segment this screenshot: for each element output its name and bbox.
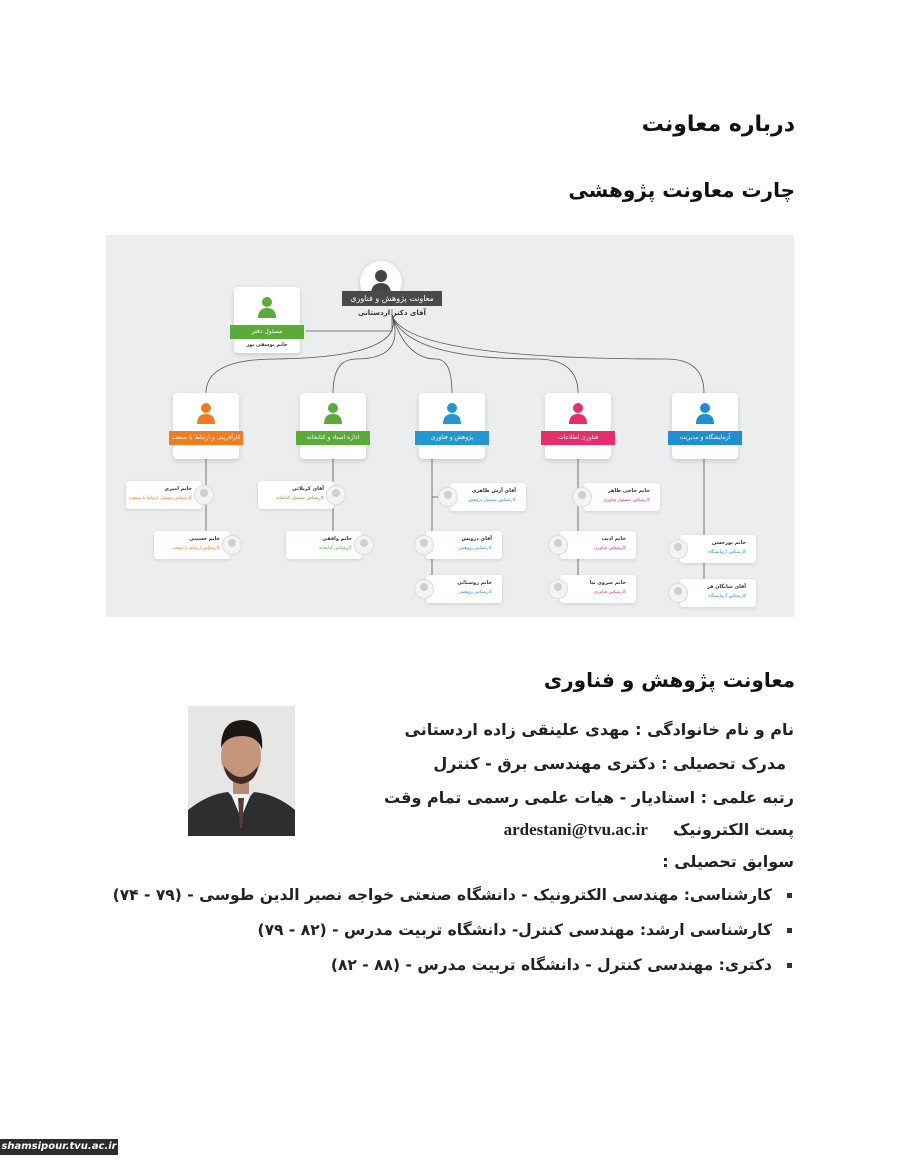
staff-card <box>680 579 756 607</box>
user-icon <box>696 402 714 424</box>
page-title: درباره معاونت <box>641 112 795 137</box>
staff-card <box>560 531 636 559</box>
avatar <box>548 535 568 555</box>
user-icon <box>569 402 587 424</box>
staff-name: خانم حسینی <box>189 536 220 542</box>
email-address[interactable]: ardestani@tvu.ac.ir <box>503 820 648 839</box>
head-title: معاونت پژوهش و فناوری <box>342 291 442 306</box>
profile-name: نام و نام خانوادگی : مهدی علینقی زاده اردستانی <box>404 720 794 739</box>
staff-name: خانم ادیب <box>601 536 626 542</box>
avatar <box>668 539 688 559</box>
unit-title: پژوهش و فناوری <box>415 431 489 445</box>
user-icon <box>324 402 342 424</box>
staff-role: کارشناس مسئول فناوری <box>603 498 650 503</box>
profile-photo <box>188 706 295 836</box>
site-footer-link[interactable]: shamsipour.tvu.ac.ir <box>0 1139 118 1155</box>
staff-card <box>154 531 230 559</box>
unit-title: فناوری اطلاعات <box>541 431 615 445</box>
unit-card-lab <box>672 393 738 459</box>
avatar <box>194 485 214 505</box>
avatar <box>548 579 568 599</box>
staff-name: آقای آرش طاهری <box>471 488 516 494</box>
staff-name: خانم واقفی <box>322 536 352 542</box>
staff-card <box>450 483 526 511</box>
unit-card-it <box>545 393 611 459</box>
staff-card <box>258 481 334 509</box>
staff-card <box>426 575 502 603</box>
user-icon <box>258 296 276 318</box>
staff-name: خانم امیری <box>164 486 192 492</box>
staff-role: کارشناس فناوری <box>594 546 626 551</box>
unit-card-library <box>300 393 366 459</box>
unit-title: اداره اسناد و کتابخانه <box>296 431 370 445</box>
staff-card <box>680 535 756 563</box>
avatar <box>668 583 688 603</box>
section-heading: معاونت پژوهش و فناوری <box>543 668 795 692</box>
avatar <box>414 579 434 599</box>
staff-card <box>126 481 202 509</box>
office-card <box>234 287 300 353</box>
staff-role: کارشناس ارتباط با صنعت <box>172 546 220 551</box>
avatar <box>354 535 374 555</box>
list-item: کارشناسی ارشد: مهندسی کنترل- دانشگاه تربیت مدرس - (۸۲ - ۷۹) <box>154 915 794 950</box>
staff-role: کارشناس فناوری <box>594 590 626 595</box>
staff-name: خانم روستائی <box>457 580 492 586</box>
list-item: کارشناسی: مهندسی الکترونیک - دانشگاه صنعتی خواجه نصیر الدین طوسی - (۷۹ - ۷۴) <box>154 880 794 915</box>
history-label: سوابق تحصیلی : <box>662 852 794 871</box>
staff-role: کارشناس مسئول پژوهش <box>468 498 516 503</box>
person-portrait <box>188 706 295 836</box>
unit-card-research <box>419 393 485 459</box>
staff-role: کارشناس مسئول ارتباط با صنعت <box>129 496 192 501</box>
unit-card-entrepreneurship <box>173 393 239 459</box>
staff-name: آقای درویش <box>461 536 492 542</box>
chart-heading: چارت معاونت پژوهشی <box>568 178 795 202</box>
profile-degree: مدرک تحصیلی : دکتری مهندسی برق - کنترل <box>433 754 786 773</box>
avatar <box>326 485 346 505</box>
staff-name: آقای شایگان فر <box>706 584 746 590</box>
staff-card <box>286 531 362 559</box>
unit-title: آزمایشگاه و مدیریت <box>668 431 742 445</box>
staff-name: خانم پورحسن <box>711 540 746 546</box>
staff-role: کارشناس پژوهش <box>458 546 492 551</box>
org-chart <box>106 235 794 617</box>
list-item: دکتری: مهندسی کنترل - دانشگاه تربیت مدرس - (۸۸ - ۸۲) <box>154 950 794 985</box>
unit-title: کارآفرینی و ارتباط با صنعت <box>169 431 243 445</box>
staff-card <box>560 575 636 603</box>
profile-email-row <box>504 820 794 840</box>
staff-role: کارشناس مسئول کتابخانه <box>276 496 324 501</box>
staff-name: خانم حاجی طاهر <box>607 488 650 494</box>
staff-role: کارشناس کتابخانه <box>318 546 352 551</box>
avatar <box>222 535 242 555</box>
avatar <box>572 487 592 507</box>
email-label: پست الکترونیک <box>673 820 794 839</box>
staff-card <box>426 531 502 559</box>
user-icon <box>443 402 461 424</box>
office-title: مسئول دفتر <box>230 325 304 339</box>
staff-role: کارشناس آزمایشگاه <box>708 594 746 599</box>
head-name: آقای دکتر اردستانی <box>358 309 426 317</box>
staff-role: کارشناس آزمایشگاه <box>708 550 746 555</box>
avatar <box>438 487 458 507</box>
office-name: خانم یوسفی پور <box>246 342 288 348</box>
staff-name: آقای کربلائی <box>292 486 324 492</box>
staff-card <box>584 483 660 511</box>
staff-role: کارشناس پژوهش <box>458 590 492 595</box>
avatar <box>414 535 434 555</box>
profile-rank: رتبه علمی : استادیار - هیات علمی رسمی تمام وقت <box>384 788 794 807</box>
user-icon <box>197 402 215 424</box>
education-history-list <box>112 880 794 985</box>
staff-name: خانم سروی نیا <box>589 580 626 586</box>
